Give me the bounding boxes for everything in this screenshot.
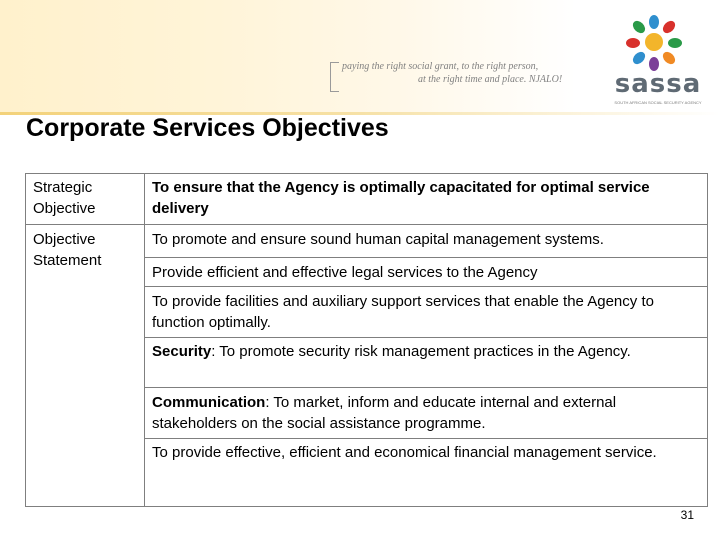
row-separator — [145, 337, 707, 338]
logo-wordmark: sassa — [614, 69, 702, 99]
statement-prefix: Security — [152, 343, 212, 360]
statement-text: To promote and ensure sound human capital management systems. — [152, 231, 604, 248]
row-separator — [145, 257, 707, 258]
objective-statement-label: Objective Statement — [33, 231, 102, 269]
logo-subtext: SOUTH AFRICAN SOCIAL SECURITY AGENCY — [614, 100, 702, 105]
row-separator — [145, 286, 707, 287]
strategic-objective-label: Strategic Objective — [33, 179, 96, 217]
statement-item — [152, 229, 704, 250]
statement-item — [152, 392, 704, 434]
slogan-line-1: paying the right social grant, to the right person, — [342, 61, 539, 72]
statement-item — [152, 291, 704, 333]
statement-text: To provide effective, efficient and economical financial management service. — [152, 444, 657, 461]
row-separator — [26, 224, 707, 225]
statement-prefix: Communication — [152, 394, 266, 411]
page-title: Corporate Services Objectives — [26, 114, 389, 142]
statement-item — [152, 442, 704, 463]
statement-text: To provide facilities and auxiliary support services that enable the Agency to function optimally. — [152, 293, 654, 331]
statement-text: Provide efficient and effective legal services to the Agency — [152, 264, 538, 281]
slogan-line-2: at the right time and place. NJALO! — [418, 74, 563, 85]
objectives-table — [25, 173, 708, 507]
statement-item — [152, 262, 704, 283]
sassa-logo — [606, 14, 710, 110]
page-number: 31 — [680, 508, 694, 522]
slogan — [342, 60, 572, 86]
statement-item — [152, 341, 704, 362]
statement-text: : To promote security risk management practices in the Agency. — [211, 343, 631, 360]
row-separator — [145, 438, 707, 439]
statement-text: : To market, inform and educate internal and external stakeholders on the social assistance programme. — [152, 394, 617, 432]
hands-emblem-icon — [624, 14, 684, 72]
strategic-objective-value: To ensure that the Agency is optimally capacitated for optimal service delivery — [152, 179, 650, 217]
slogan-bracket — [330, 62, 339, 92]
row-separator — [145, 387, 707, 388]
